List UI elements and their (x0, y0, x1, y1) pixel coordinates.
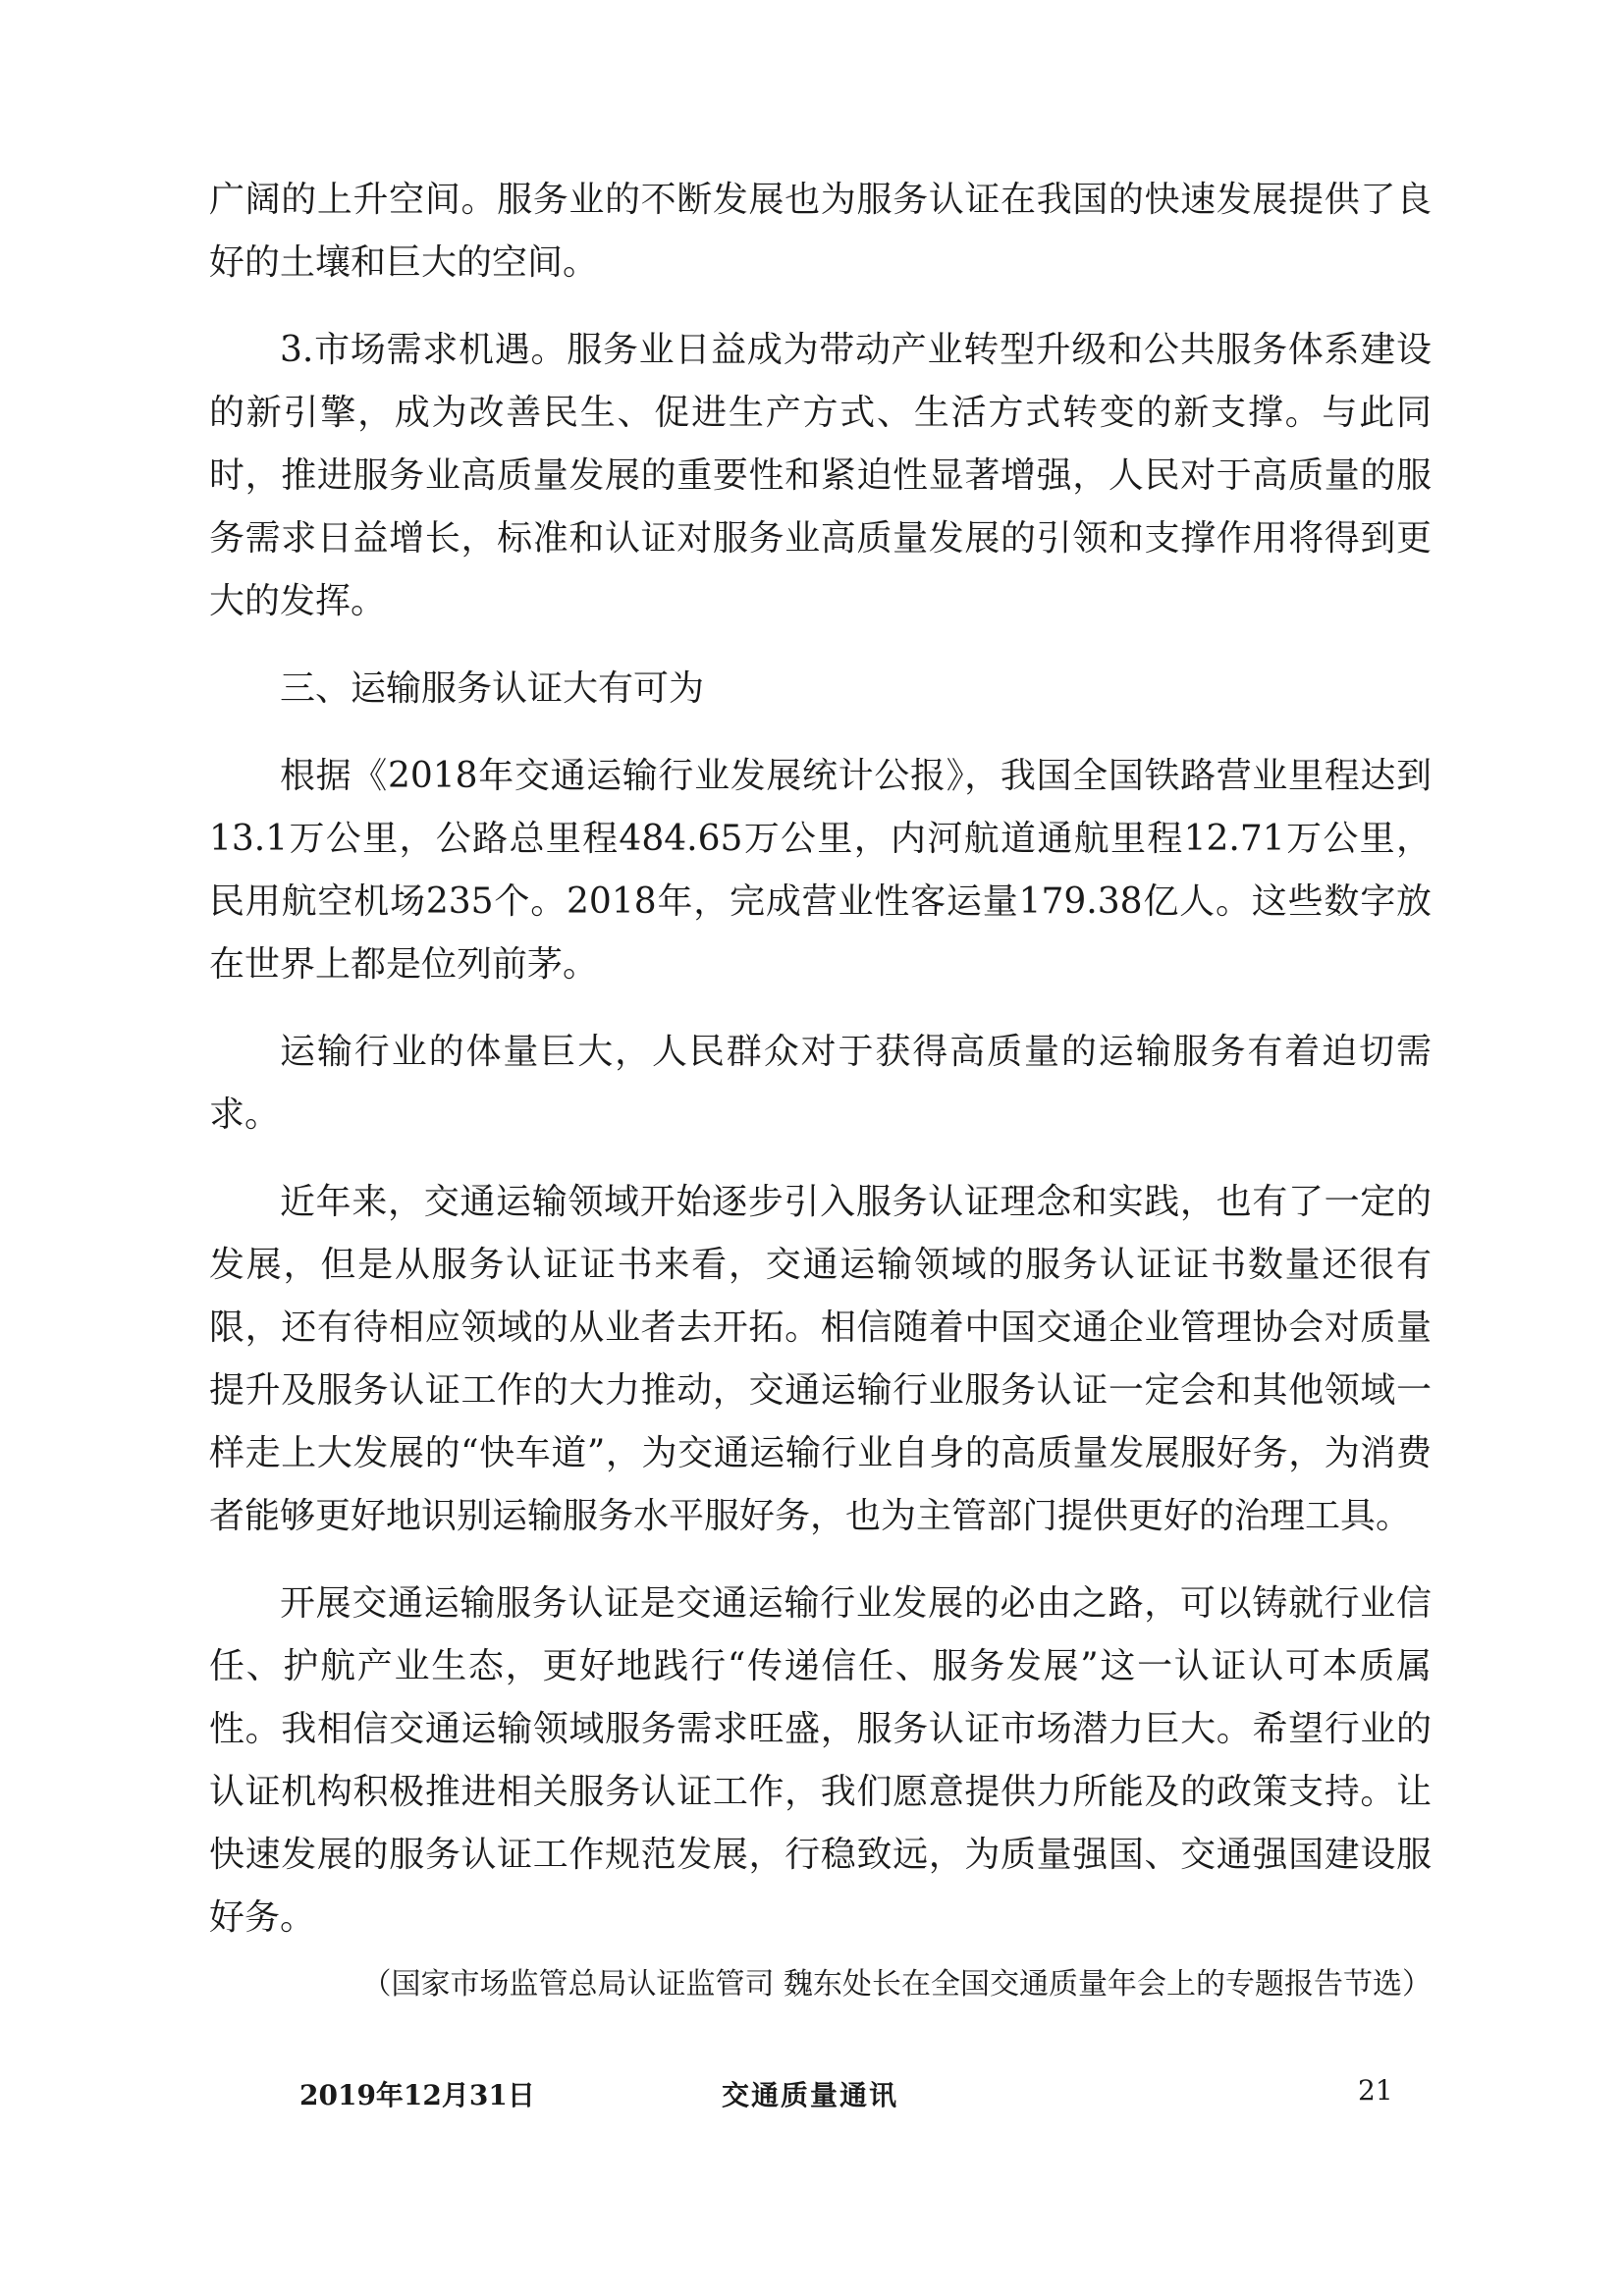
page-footer (0, 2074, 1623, 2113)
paragraph-2: 3.市场需求机遇。服务业日益成为带动产业转型升级和公共服务体系建设的新引擎，成为改善民生、促进生产方式、生活方式转变的新支撑。与此同时，推进服务业高质量发展的重要性和紧迫性显著增强，人民对于高质量的服务需求日益增长，标准和认证对服务业高质量发展的引领和支撑作用将得到更大的发挥。 (209, 330, 1432, 621)
paragraph-4: 运输行业的体量巨大，人民群众对于获得高质量的运输服务有着迫切需求。 (209, 1032, 1432, 1135)
footer-date: 2019年12月31日 (299, 2079, 535, 2111)
page-number: 21 (1358, 2074, 1393, 2107)
footer-journal-name: 交通质量通讯 (722, 2079, 899, 2111)
article-body (209, 169, 1432, 1974)
paragraph-1: 广阔的上升空间。服务业的不断发展也为服务认证在我国的快速发展提供了良好的土壤和巨大的空间。 (209, 180, 1432, 283)
section-heading: 三、运输服务认证大有可为 (280, 668, 705, 709)
paragraph-3: 根据《2018年交通运输行业发展统计公报》，我国全国铁路营业里程达到13.1万公里，公路总里程484.65万公里，内河航道通航里程12.71万公里，民用航空机场235个。2018年，完成营业性客运量179.38亿人。这些数字放在世界上都是位列前茅。 (209, 756, 1432, 985)
paragraph-6: 开展交通运输服务认证是交通运输行业发展的必由之路，可以铸就行业信任、护航产业生态，更好地践行“传递信任、服务发展”这一认证认可本质属性。我相信交通运输领域服务需求旺盛，服务认证市场潜力巨大。希望行业的认证机构积极推进相关服务认证工作，我们愿意提供力所能及的政策支持。让快速发展的服务认证工作规范发展，行稳致远，为质量强国、交通强国建设服好务。 (209, 1583, 1432, 1938)
paragraph-5: 近年来，交通运输领域开始逐步引入服务认证理念和实践，也有了一定的发展，但是从服务认证证书来看，交通运输领域的服务认证证书数量还很有限，还有待相应领域的从业者去开拓。相信随着中国交通企业管理协会对质量提升及服务认证工作的大力推动，交通运输行业服务认证一定会和其他领域一样走上大发展的“快车道”，为交通运输行业自身的高质量发展服好务，为消费者能够更好地识别运输服务水平服好务，也为主管部门提供更好的治理工具。 (209, 1182, 1432, 1536)
source-note: （国家市场监管总局认证监管司 魏东处长在全国交通质量年会上的专题报告节选） (361, 1967, 1432, 2002)
